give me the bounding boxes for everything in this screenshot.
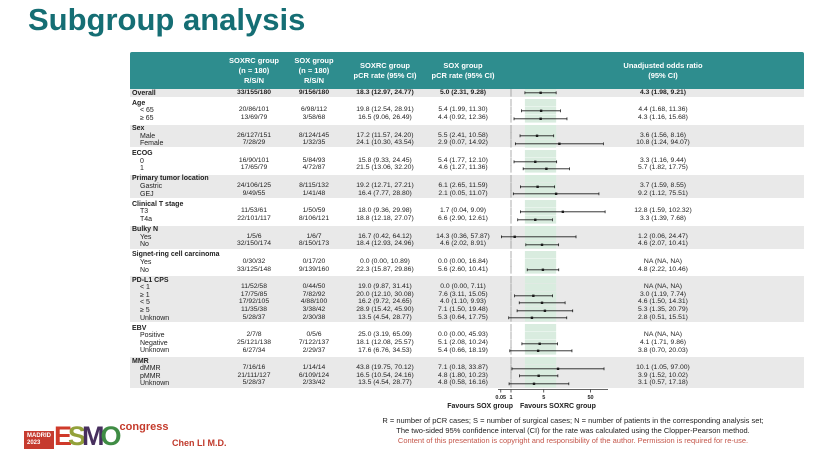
column-header-line: SOX group	[443, 60, 483, 70]
row-label: PD-L1 CPS	[132, 276, 169, 284]
cell-pcr1: 16.2 (9.72, 24.65)	[358, 298, 412, 306]
cell-rsn2: 5/84/93	[302, 156, 326, 164]
cell-pcr1: 0.0 (0.00, 10.89)	[360, 258, 410, 266]
axis-tick-label: 0.05	[495, 394, 507, 401]
forest-plot-row	[498, 89, 612, 97]
row-label: < 1	[140, 284, 150, 292]
row-label: 0	[140, 157, 144, 165]
cell-pcr2: 7.6 (3.11, 15.05)	[438, 290, 488, 298]
column-header	[612, 61, 804, 81]
row-label: Age	[132, 99, 146, 107]
row-label: Bulky N	[132, 226, 159, 234]
cell-rsn1: 32/150/174	[236, 240, 272, 248]
row-label: 1	[140, 165, 144, 173]
row-label: < 65	[140, 107, 154, 115]
row-label: ≥ 65	[140, 114, 154, 122]
column-header-line: (n = 180)	[298, 65, 330, 75]
forest-plot-row	[498, 314, 612, 322]
cell-odds-ratio: 5.7 (1.82, 17.75)	[638, 164, 688, 172]
row-label: Yes	[140, 258, 152, 266]
row-label: Male	[140, 132, 156, 140]
table-row	[130, 266, 804, 274]
table-row	[130, 314, 804, 322]
row-label: Overall	[132, 89, 156, 97]
row-label: Unknown	[140, 314, 170, 322]
table-row	[130, 165, 804, 173]
cell-pcr2: 5.4 (1.77, 12.10)	[438, 156, 488, 164]
cell-pcr1: 16.5 (9.06, 26.49)	[358, 113, 412, 121]
cell-rsn2: 0/5/6	[306, 331, 322, 339]
forest-plot-row	[498, 150, 612, 158]
forest-plot-row	[498, 266, 612, 274]
footnotes	[330, 416, 816, 446]
cell-pcr2: 7.1 (1.50, 19.48)	[438, 306, 488, 314]
cell-pcr2: 6.6 (2.90, 12.61)	[438, 215, 488, 223]
cell-rsn2: 7/82/92	[302, 290, 326, 298]
table-row	[130, 380, 804, 388]
forest-plot-row	[498, 365, 612, 373]
forest-plot-row	[498, 99, 612, 107]
forest-plot-row	[498, 332, 612, 340]
cell-odds-ratio: 10.8 (1.24, 94.07)	[636, 139, 690, 147]
cell-odds-ratio: NA (NA, NA)	[643, 283, 683, 291]
forest-plot-row	[498, 107, 612, 115]
cell-rsn2: 0/17/20	[302, 258, 326, 266]
forest-plot-row	[498, 307, 612, 315]
forest-plot-row	[498, 165, 612, 173]
cell-pcr2: 5.4 (1.99, 11.30)	[438, 106, 488, 114]
cell-pcr2: 5.0 (2.31, 9.28)	[439, 88, 487, 96]
cell-pcr1: 18.3 (12.97, 24.77)	[356, 88, 414, 96]
madrid-2023-badge	[24, 431, 54, 449]
cell-pcr1: 28.9 (15.42, 45.90)	[356, 306, 414, 314]
favours-sox-label: Favours SOX group	[447, 402, 513, 410]
row-label: T4a	[140, 215, 153, 223]
cell-pcr1: 18.8 (12.18, 27.07)	[356, 215, 414, 223]
table-row	[130, 140, 804, 148]
forest-plot-row	[498, 216, 612, 224]
cell-pcr1: 19.2 (12.71, 27.21)	[356, 182, 414, 190]
cell-rsn1: 25/121/138	[236, 338, 272, 346]
cell-odds-ratio: 5.3 (1.35, 20.79)	[638, 306, 688, 314]
column-header-line: SOXRC group	[229, 56, 279, 65]
cell-rsn2: 1/50/59	[302, 207, 326, 215]
logo-city: MADRID	[27, 433, 51, 439]
cell-pcr2: 4.4 (0.92, 12.36)	[438, 113, 488, 121]
cell-rsn2: 3/58/68	[302, 113, 326, 121]
forest-plot-row	[498, 233, 612, 241]
table-header	[130, 52, 804, 89]
cell-pcr2: 2.9 (0.07, 14.92)	[438, 139, 488, 147]
forest-plot-row	[498, 340, 612, 348]
table-row	[130, 347, 804, 355]
column-header-line: Unadjusted odds ratio	[623, 60, 703, 70]
row-label: MMR	[132, 357, 149, 365]
row-label: Positive	[140, 332, 165, 340]
forest-plot-row	[498, 380, 612, 388]
cell-rsn2: 2/29/37	[302, 346, 326, 354]
cell-rsn2: 6/98/112	[301, 106, 327, 114]
cell-pcr1: 16.7 (0.42, 64.12)	[358, 232, 412, 240]
logo-letter: E	[54, 421, 69, 451]
presenter-name: Chen LI M.D.	[172, 438, 227, 448]
row-label: T3	[140, 208, 149, 216]
cell-rsn1: 33/155/180	[236, 88, 272, 96]
logo-letter: O	[100, 421, 118, 451]
cell-rsn2: 1/6/7	[306, 232, 322, 240]
column-header	[286, 56, 342, 85]
cell-pcr1: 13.5 (4.54, 28.77)	[358, 379, 412, 387]
subgroup-table	[130, 52, 804, 413]
logo-letter: M	[82, 421, 101, 451]
cell-pcr2: 5.4 (0.66, 18.19)	[438, 346, 488, 354]
cell-pcr1: 25.0 (3.19, 65.09)	[358, 331, 412, 339]
row-label: Signet-ring cell carcinoma	[132, 251, 220, 259]
cell-rsn1: 17/92/105	[238, 298, 270, 306]
cell-rsn1: 22/101/117	[237, 215, 271, 223]
forest-plot-row	[498, 190, 612, 198]
cell-pcr2: 5.5 (2.41, 10.58)	[438, 131, 488, 139]
cell-rsn2: 8/106/121	[298, 215, 330, 223]
cell-rsn2: 8/124/145	[298, 131, 330, 139]
favours-labels	[130, 403, 804, 413]
favours-soxrc-label: Favours SOXRC group	[520, 402, 596, 410]
cell-odds-ratio: NA (NA, NA)	[643, 331, 683, 339]
row-label: No	[140, 266, 149, 274]
row-label: Sex	[132, 124, 145, 132]
footnote-copyright: Content of this presentation is copyright and responsibility of the author. Permission is required for re-use.	[397, 436, 749, 446]
cell-pcr2: 0.0 (0.00, 45.93)	[438, 331, 488, 339]
forest-plot-row	[498, 284, 612, 292]
cell-rsn1: 26/127/151	[236, 131, 272, 139]
cell-odds-ratio: 9.2 (1.12, 75.51)	[638, 189, 688, 197]
cell-rsn1: 11/35/38	[241, 306, 267, 314]
cell-pcr2: 5.3 (0.64, 17.75)	[438, 313, 488, 321]
cell-pcr2: 6.1 (2.65, 11.59)	[438, 182, 488, 190]
cell-rsn1: 17/75/85	[240, 290, 268, 298]
table-body	[130, 89, 804, 387]
row-label: EBV	[132, 324, 147, 332]
forest-plot-row	[498, 175, 612, 183]
forest-plot-row	[498, 372, 612, 380]
cell-odds-ratio: 4.1 (1.71, 9.86)	[639, 338, 687, 346]
cell-rsn1: 13/69/79	[240, 113, 268, 121]
column-header-line: pCR rate (95% CI)	[353, 70, 417, 80]
column-header-line: R/S/N	[243, 75, 264, 85]
forest-plot-row	[498, 132, 612, 140]
cell-odds-ratio: 10.1 (1.05, 97.00)	[636, 364, 690, 372]
cell-pcr1: 16.4 (7.77, 28.80)	[358, 189, 412, 197]
forest-plot-row	[498, 183, 612, 191]
cell-rsn2: 9/139/160	[298, 265, 330, 273]
cell-rsn1: 6/27/34	[242, 346, 266, 354]
forest-plot-row	[498, 200, 612, 208]
cell-rsn2: 2/30/38	[302, 313, 326, 321]
row-label: Unknown	[140, 347, 170, 355]
row-label: < 5	[140, 299, 150, 307]
cell-rsn1: 7/28/29	[242, 139, 266, 147]
cell-pcr1: 17.6 (6.76, 34.53)	[358, 346, 412, 354]
row-label: Gastric	[140, 183, 163, 191]
cell-rsn2: 4/88/100	[300, 298, 328, 306]
table-row	[130, 190, 804, 198]
cell-odds-ratio: 12.8 (1.59, 102.32)	[634, 207, 692, 215]
cell-rsn1: 11/52/58	[241, 283, 267, 291]
forest-plot-row	[498, 226, 612, 234]
row-label: No	[140, 241, 149, 249]
column-header	[428, 61, 498, 81]
cell-odds-ratio: 3.1 (0.57, 17.18)	[638, 379, 688, 387]
column-header-line: pCR rate (95% CI)	[431, 70, 495, 80]
cell-odds-ratio: 3.3 (1.16, 9.44)	[639, 156, 687, 164]
cell-odds-ratio: 3.7 (1.59, 8.55)	[639, 182, 687, 190]
cell-pcr1: 18.0 (9.36, 29.98)	[358, 207, 412, 215]
forest-plot-row	[498, 208, 612, 216]
column-header-line: (n = 180)	[238, 65, 270, 75]
cell-rsn2: 9/156/180	[298, 88, 330, 96]
cell-pcr1: 43.8 (19.75, 70.12)	[356, 364, 414, 372]
cell-rsn1: 11/53/61	[241, 207, 267, 215]
column-header	[342, 61, 428, 81]
cell-rsn1: 33/125/148	[236, 265, 272, 273]
forest-plot-row	[498, 357, 612, 365]
column-header-line: SOXRC group	[360, 60, 410, 70]
axis-tick-label: 1	[509, 394, 513, 401]
forest-plot-row	[498, 158, 612, 166]
axis-tick-label: 50	[587, 394, 594, 401]
cell-pcr2: 5.1 (2.08, 10.24)	[438, 338, 488, 346]
cell-pcr1: 18.1 (12.08, 25.57)	[356, 338, 414, 346]
forest-plot-row	[498, 241, 612, 249]
cell-pcr1: 18.4 (12.93, 24.96)	[356, 240, 414, 248]
logo-letter: S	[68, 421, 83, 451]
or-axis-row	[130, 388, 804, 403]
cell-pcr1: 19.0 (9.87, 31.41)	[358, 283, 412, 291]
cell-pcr1: 17.2 (11.57, 24.20)	[356, 131, 414, 139]
row-label: pMMR	[140, 372, 161, 380]
forest-plot-row	[498, 299, 612, 307]
cell-pcr2: 0.0 (0.00, 16.84)	[438, 258, 488, 266]
cell-rsn1: 5/28/37	[242, 313, 266, 321]
cell-rsn1: 1/5/6	[246, 232, 262, 240]
forest-plot-row	[498, 115, 612, 123]
row-label: Unknown	[140, 380, 170, 388]
column-header-line: SOX group	[294, 56, 334, 65]
table-row	[130, 115, 804, 123]
cell-rsn2: 6/109/124	[298, 371, 330, 379]
congress-label: congress	[119, 421, 169, 433]
cell-odds-ratio: 3.6 (1.56, 8.16)	[639, 131, 687, 139]
cell-pcr1: 22.3 (15.87, 29.86)	[356, 265, 414, 273]
cell-rsn1: 9/49/55	[242, 189, 266, 197]
cell-rsn2: 7/122/137	[298, 338, 330, 346]
cell-odds-ratio: 2.8 (0.51, 15.51)	[638, 313, 688, 321]
forest-plot-row	[498, 292, 612, 300]
logo-year: 2023	[27, 439, 41, 446]
cell-pcr2: 14.3 (0.36, 57.87)	[436, 232, 490, 240]
cell-rsn2: 4/72/87	[302, 164, 326, 172]
cell-rsn1: 2/7/8	[246, 331, 262, 339]
cell-pcr2: 2.1 (0.05, 11.07)	[438, 189, 488, 197]
cell-odds-ratio: 4.4 (1.68, 11.36)	[638, 106, 688, 114]
row-label: Negative	[140, 339, 168, 347]
cell-odds-ratio: 4.3 (1.16, 15.68)	[638, 113, 688, 121]
cell-rsn2: 8/150/173	[298, 240, 330, 248]
row-label: ≥ 1	[140, 291, 150, 299]
footnote-definitions: R = number of pCR cases; S = number of surgical cases; N = number of patients in the corresponding analysis set;	[382, 416, 764, 425]
cell-odds-ratio: NA (NA, NA)	[643, 258, 683, 266]
or-axis	[495, 388, 612, 403]
cell-pcr2: 1.7 (0.04, 9.09)	[439, 207, 487, 215]
cell-rsn1: 21/111/127	[237, 371, 271, 379]
cell-rsn2: 1/41/48	[302, 189, 326, 197]
page-title: Subgroup analysis	[28, 2, 306, 37]
row-label: Yes	[140, 233, 152, 241]
cell-pcr1: 13.5 (4.54, 28.77)	[358, 313, 412, 321]
cell-odds-ratio: 3.9 (1.52, 10.02)	[638, 371, 688, 379]
table-row	[130, 216, 804, 224]
row-label: ≥ 5	[140, 306, 150, 314]
cell-pcr2: 7.1 (0.18, 33.87)	[438, 364, 488, 372]
cell-rsn2: 1/32/35	[302, 139, 326, 147]
cell-pcr2: 4.6 (1.27, 11.36)	[438, 164, 488, 172]
cell-rsn2: 0/44/50	[302, 283, 326, 291]
esmo-wordmark	[54, 423, 118, 450]
cell-rsn1: 5/28/37	[242, 379, 266, 387]
forest-plot-row	[498, 347, 612, 355]
forest-plot-row	[498, 259, 612, 267]
cell-odds-ratio: 4.6 (1.50, 14.31)	[638, 298, 688, 306]
cell-rsn1: 17/65/79	[240, 164, 268, 172]
cell-pcr2: 4.8 (0.58, 16.16)	[438, 379, 488, 387]
cell-rsn2: 3/38/42	[302, 306, 326, 314]
cell-odds-ratio: 3.0 (1.19, 7.74)	[639, 290, 687, 298]
column-header	[222, 56, 286, 85]
forest-plot-row	[498, 251, 612, 259]
cell-pcr1: 20.0 (12.10, 30.08)	[356, 290, 414, 298]
cell-odds-ratio: 3.8 (0.70, 20.03)	[638, 346, 688, 354]
cell-pcr2: 4.6 (2.02, 8.91)	[439, 240, 487, 248]
cell-pcr1: 16.5 (10.54, 24.16)	[356, 371, 414, 379]
column-header-line: (95% CI)	[648, 70, 678, 80]
cell-rsn2: 8/115/132	[299, 182, 329, 190]
cell-pcr2: 5.6 (2.60, 10.41)	[438, 265, 488, 273]
row-label: GEJ	[140, 190, 154, 198]
cell-pcr2: 4.8 (1.80, 10.23)	[438, 371, 488, 379]
cell-odds-ratio: 4.8 (2.22, 10.46)	[638, 265, 688, 273]
cell-rsn1: 7/16/16	[242, 364, 266, 372]
forest-plot-row	[498, 140, 612, 148]
cell-rsn1: 0/30/32	[242, 258, 266, 266]
row-label: Primary tumor location	[132, 175, 209, 183]
cell-odds-ratio: 1.2 (0.06, 24.47)	[638, 232, 688, 240]
cell-odds-ratio: 4.6 (2.07, 10.41)	[638, 240, 688, 248]
row-label: dMMR	[140, 365, 161, 373]
cell-rsn2: 1/14/14	[302, 364, 326, 372]
forest-plot-row	[498, 125, 612, 133]
cell-pcr2: 4.0 (1.10, 9.93)	[439, 298, 487, 306]
row-label: Clinical T stage	[132, 200, 184, 208]
forest-plot-row	[498, 276, 612, 284]
cell-pcr1: 15.8 (9.33, 24.45)	[358, 156, 412, 164]
axis-spacer	[130, 388, 498, 403]
cell-pcr1: 21.5 (13.06, 32.20)	[356, 164, 414, 172]
cell-rsn1: 20/86/101	[238, 106, 270, 114]
cell-rsn2: 2/33/42	[302, 379, 326, 387]
cell-pcr1: 24.1 (10.30, 43.54)	[356, 139, 414, 147]
column-header-line: R/S/N	[303, 75, 324, 85]
footnote-method: The two-sided 95% confidence interval (CI) for the rate was calculated using the Clopper-Pearson method.	[396, 426, 750, 436]
cell-odds-ratio: 3.3 (1.39, 7.68)	[639, 215, 687, 223]
cell-pcr2: 0.0 (0.00, 7.11)	[440, 283, 486, 291]
esmo-congress-logo	[24, 421, 168, 450]
cell-odds-ratio: 4.3 (1.98, 9.21)	[639, 88, 687, 96]
cell-pcr1: 19.8 (12.54, 28.91)	[356, 106, 414, 114]
forest-plot-row	[498, 324, 612, 332]
row-label: ECOG	[132, 150, 153, 158]
cell-rsn1: 16/90/101	[238, 156, 270, 164]
row-label: Female	[140, 140, 164, 148]
table-row	[130, 241, 804, 249]
axis-tick-label: 5	[542, 394, 546, 401]
cell-rsn1: 24/106/125	[236, 182, 272, 190]
table-row	[130, 89, 804, 97]
